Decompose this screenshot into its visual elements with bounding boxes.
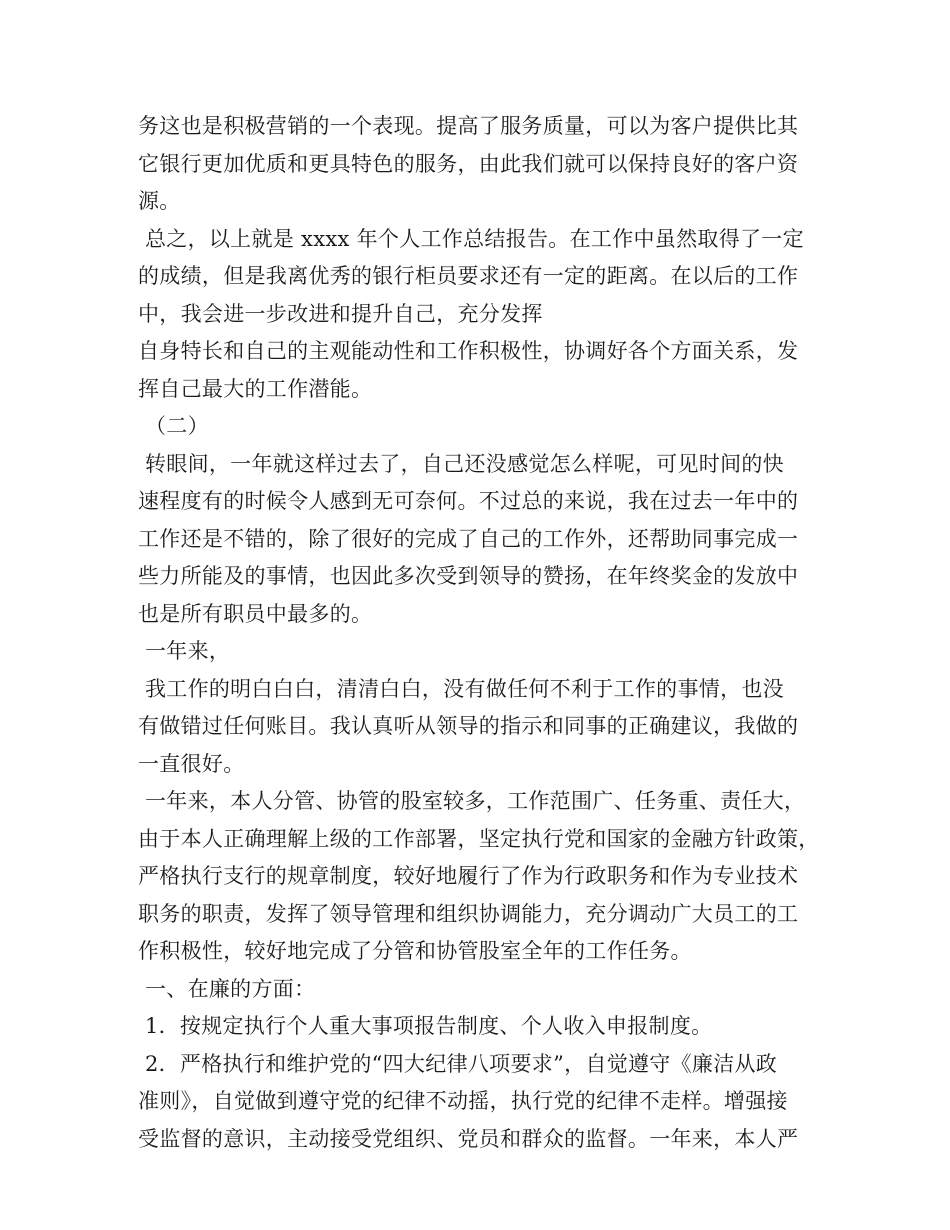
text-line: 一直很好。 [138,751,245,776]
text-line: 职务的职责，发挥了领导管理和组织协调能力，充分调动广大员工的工 [138,901,799,926]
text-line: 的成绩，但是我离优秀的银行柜员要求还有一定的距离。在以后的工作 [138,264,799,288]
text-line: 也是所有职员中最多的。 [138,601,373,626]
text-line: 准则》，自觉做到遵守党的纪律不动摇，执行党的纪律不走样。增强接 [138,1089,788,1113]
text-line: 严格执行支行的规章制度，较好地履行了作为行政职务和作为专业技术 [138,864,799,888]
text-line: 工作还是不错的，除了很好的完成了自己的工作外，还帮助同事完成一 [138,526,799,551]
text-line: 务这也是积极营销的一个表现。提高了服务质量，可以为客户提供比其 [138,114,799,138]
section-heading: （二） [138,414,209,438]
text-line: 源。 [138,189,181,213]
text-line: 有做错过任何账目。我认真听从领导的指示和同事的正确建议，我做的 [138,714,799,738]
section-heading: 一、在廉的方面： [138,976,316,1001]
text-line: 一年来， [138,639,231,663]
document-page [138,108,818,1158]
text-line: 转眼间，一年就这样过去了，自己还没感觉怎么样呢，可见时间的快 [138,451,784,476]
text-line: 自身特长和自己的主观能动性和工作积极性，协调好各个方面关系，发 [138,339,799,363]
text-line: 些力所能及的事情，也因此多次受到领导的赞扬，在年终奖金的发放中 [138,564,799,588]
text-line: 它银行更加优质和更具特色的服务，由此我们就可以保持良好的客户资 [138,151,799,176]
list-item: 2．严格执行和维护党的“四大纪律八项要求”，自觉遵守《廉洁从政 [138,1051,778,1076]
text-line: 中，我会进一步改进和提升自己，充分发挥 [138,301,543,326]
text-line: 我工作的明白白白，清清白白，没有做任何不利于工作的事情，也没 [138,676,784,701]
list-item: 1．按规定执行个人重大事项报告制度、个人收入申报制度。 [138,1014,713,1038]
text-line: 一年来，本人分管、协管的股室较多，工作范围广、任务重、责任大， [138,789,806,813]
text-line: 受监督的意识，主动接受党组织、党员和群众的监督。一年来，本人严 [138,1126,799,1151]
text-line: 挥自己最大的工作潜能。 [138,376,373,401]
text-line: 由于本人正确理解上级的工作部署，坚定执行党和国家的金融方针政策， [138,826,820,851]
text-line: 速程度有的时候令人感到无可奈何。不过总的来说，我在过去一年中的 [138,489,799,513]
text-line: 作积极性，较好地完成了分管和协管股室全年的工作任务。 [138,939,692,963]
text-line: 总之，以上就是 xxxx 年个人工作总结报告。在工作中虽然取得了一定 [138,226,804,251]
